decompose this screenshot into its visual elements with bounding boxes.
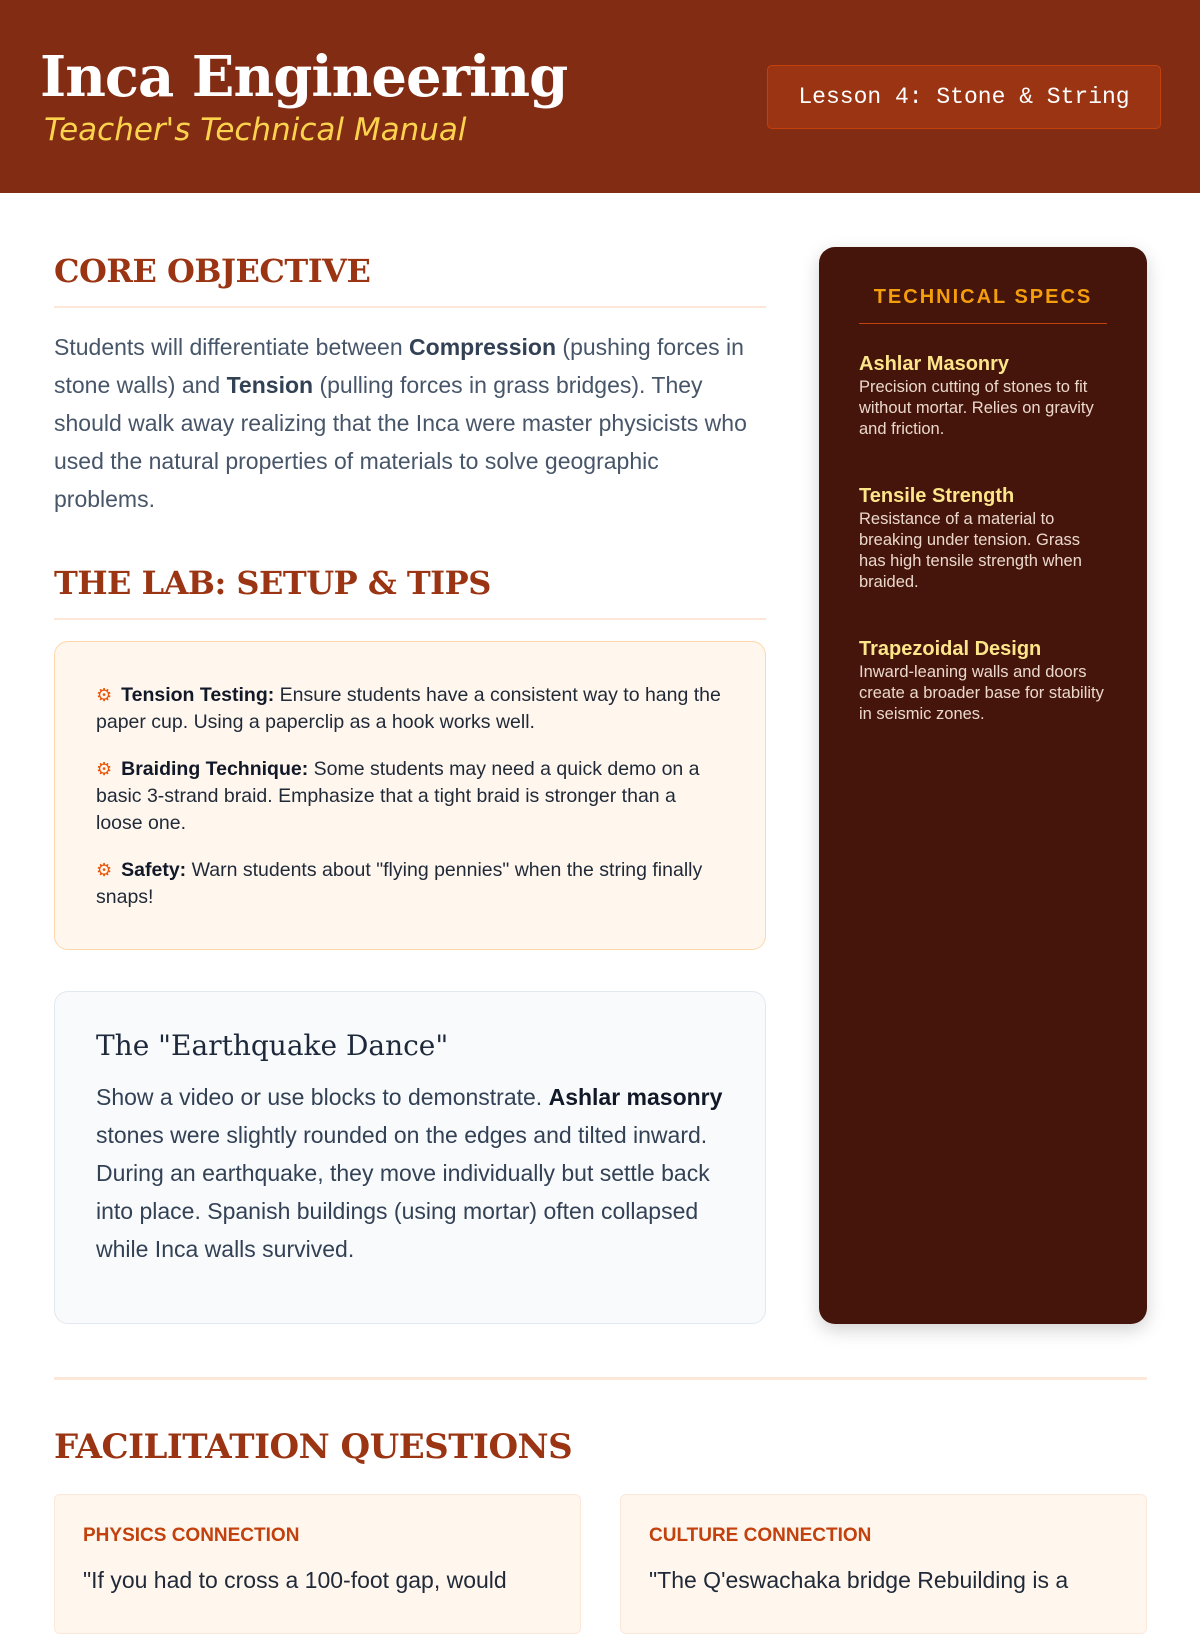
spec-ashlar-masonry bbox=[859, 351, 1107, 440]
tension-term: Tension bbox=[226, 372, 314, 398]
gear-icon: ⚙ bbox=[96, 860, 113, 880]
tip-label: Tension Testing: bbox=[121, 684, 275, 706]
objective-text-part: (pulling forces in grass bridges). They should walk away realizing that the Inca were master physicists who used the natural properties of materials to solve geographic problems. bbox=[54, 372, 747, 512]
lab-tips-box bbox=[54, 641, 766, 950]
spec-name: Ashlar Masonry bbox=[859, 353, 1010, 375]
spec-name: Trapezoidal Design bbox=[859, 638, 1042, 660]
earthquake-dance-text bbox=[96, 1078, 725, 1268]
gear-icon: ⚙ bbox=[96, 685, 113, 705]
page-header bbox=[0, 0, 1200, 193]
tip-safety bbox=[96, 857, 725, 911]
dance-text-part: Show a video or use blocks to demonstrate. bbox=[96, 1084, 549, 1110]
tip-braiding-technique bbox=[96, 756, 725, 837]
spec-tensile-strength bbox=[859, 483, 1107, 593]
page-subtitle: Teacher's Technical Manual bbox=[44, 112, 467, 148]
section-divider bbox=[54, 1377, 1147, 1380]
technical-specs-heading: TECHNICAL SPECS bbox=[859, 286, 1107, 324]
card-question: "The Q'eswachaka bridge Rebuilding is a bbox=[649, 1567, 1069, 1593]
spec-description: Inward-leaning walls and doors create a broader base for stability in seismic zones. bbox=[859, 663, 1104, 723]
earthquake-dance-title: The "Earthquake Dance" bbox=[96, 1029, 449, 1062]
tip-label: Safety: bbox=[121, 859, 187, 881]
culture-connection-card bbox=[620, 1494, 1147, 1634]
lesson-badge: Lesson 4: Stone & String bbox=[767, 65, 1161, 129]
spec-description: Precision cutting of stones to fit without mortar. Relies on gravity and friction. bbox=[859, 378, 1094, 438]
core-objective-heading: CORE OBJECTIVE bbox=[54, 251, 766, 308]
objective-text-part: Students will differentiate between bbox=[54, 334, 410, 360]
spec-name: Tensile Strength bbox=[859, 485, 1015, 507]
tip-text: Some students may need a quick demo on a basic 3-strand braid. Emphasize that a tight braid is stronger than a loose one. bbox=[96, 758, 700, 834]
core-objective-text bbox=[54, 328, 766, 518]
card-question: "If you had to cross a 100-foot gap, would bbox=[83, 1567, 507, 1593]
card-label: PHYSICS CONNECTION bbox=[83, 1525, 300, 1546]
tip-tension-testing bbox=[96, 682, 725, 736]
gear-icon: ⚙ bbox=[96, 759, 113, 779]
card-label: CULTURE CONNECTION bbox=[649, 1525, 872, 1546]
facilitation-questions-heading: FACILITATION QUESTIONS bbox=[54, 1427, 573, 1467]
page-title: Inca Engineering bbox=[40, 44, 568, 110]
objective-text-part: (pushing forces in stone walls) and bbox=[54, 334, 744, 398]
technical-specs-panel bbox=[819, 247, 1147, 1324]
earthquake-dance-box bbox=[54, 991, 766, 1324]
tip-label: Braiding Technique: bbox=[121, 758, 309, 780]
ashlar-masonry-term: Ashlar masonry bbox=[548, 1084, 723, 1110]
compression-term: Compression bbox=[409, 334, 557, 360]
spec-description: Resistance of a material to breaking under tension. Grass has high tensile strength when braided. bbox=[859, 510, 1082, 591]
tip-text: Warn students about "flying pennies" when the string finally snaps! bbox=[96, 859, 703, 908]
lab-heading: THE LAB: SETUP & TIPS bbox=[54, 563, 766, 620]
tip-text: Ensure students have a consistent way to hang the paper cup. Using a paperclip as a hook works well. bbox=[96, 684, 721, 733]
spec-trapezoidal-design bbox=[859, 636, 1107, 725]
physics-connection-card bbox=[54, 1494, 581, 1634]
dance-text-part: stones were slightly rounded on the edges and tilted inward. During an earthquake, they move individually but settle back into place. Spanish buildings (using mortar) often collapsed while Inca walls survived. bbox=[96, 1122, 710, 1262]
